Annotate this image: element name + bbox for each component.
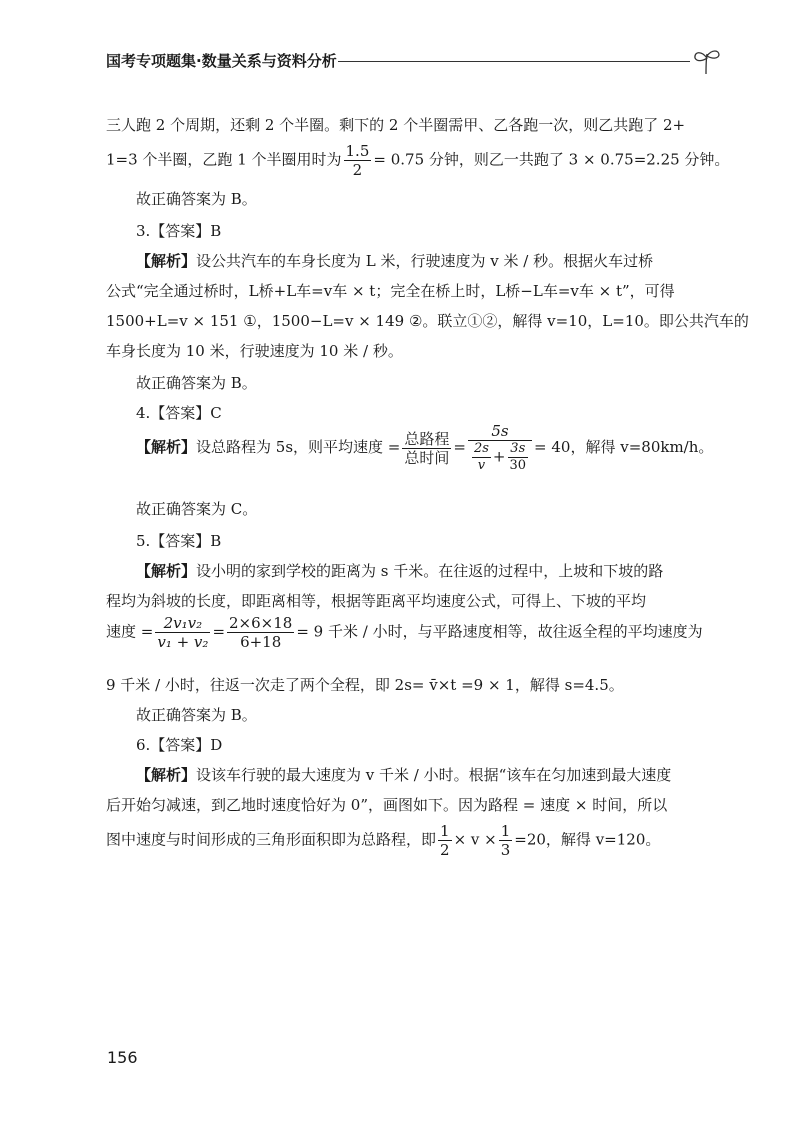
- q5-line-2: 程均为斜坡的长度，即距离相等，根据等距离平均速度公式，可得上、下坡的平均: [106, 592, 647, 610]
- q3-line-2: 公式“完全通过桥时，L桥+L车=v车 × t；完全在桥上时，L桥−L车=v车 × t”，可得: [106, 282, 675, 300]
- q3-line-3: 1500+L=v × 151 ①，1500−L=v × 149 ②。联立①②，解得 v=10，L=10。即公共汽车的: [106, 312, 749, 330]
- q6-line-3-mid: × v ×: [453, 830, 497, 849]
- q4-text-post: = 40，解得 v=80km/h。: [534, 438, 714, 456]
- q5-f1-den: v₁ + v₂: [157, 633, 209, 651]
- q5-analysis-label: 【解析】: [136, 562, 197, 580]
- q6-answer: 6.【答案】D: [136, 736, 223, 754]
- q6-f2-num: 1: [500, 822, 511, 840]
- q2-fraction: [344, 142, 372, 179]
- q2-frac-den: 2: [352, 161, 363, 179]
- q2-line-2-text-a: 1=3 个半圈，乙跑 1 个半圈用时为: [106, 150, 342, 169]
- q6-fraction-1: [438, 822, 452, 859]
- q6-line-3-pre: 图中速度与时间形成的三角形面积即为总路程，即: [106, 830, 437, 849]
- q2-frac-num: 1.5: [345, 142, 370, 160]
- q5-fraction-1: [155, 614, 210, 651]
- q4-text-pre: 设总路程为 5s，则平均速度 =: [196, 438, 401, 456]
- q2-conclusion: 故正确答案为 B。: [136, 190, 257, 208]
- q5-line-3-post: = 9 千米 / 小时，与平路速度相等，故往返全程的平均速度为: [296, 622, 703, 641]
- q5-f2-num: 2×6×18: [229, 614, 293, 632]
- q5-line-1-text: 设小明的家到学校的距离为 s 千米。在往返的过程中，上坡和下坡的路: [196, 562, 664, 580]
- q2-line-2: [106, 142, 729, 179]
- q6-line-3: [106, 822, 660, 859]
- q4-fraction-2: [468, 422, 532, 474]
- q4-f1-num: 总路程: [404, 429, 450, 448]
- q4-conclusion: 故正确答案为 C。: [136, 500, 258, 518]
- q4-fraction-4: [508, 441, 529, 474]
- q4-f2-num: 5s: [468, 422, 532, 441]
- page-number: 156: [107, 1048, 138, 1067]
- q6-f1-num: 1: [440, 822, 450, 840]
- q6-line-2: 后开始匀减速，到乙地时速度恰好为 0”，画图如下。因为路程 = 速度 × 时间，所以: [106, 796, 668, 814]
- book-title: 国考专项题集·数量关系与资料分析: [106, 52, 337, 70]
- q6-analysis-label: 【解析】: [136, 766, 197, 784]
- q3-line-1-text: 设公共汽车的车身长度为 L 米，行驶速度为 v 米 / 秒。根据火车过桥: [196, 252, 654, 270]
- q4-f3-den: v: [477, 458, 486, 473]
- q4-f2-den: [468, 441, 532, 474]
- q6-line-1-text: 设该车行驶的最大速度为 v 千米 / 小时。根据“该车在匀加速到最大速度: [196, 766, 672, 784]
- q4-formula-line: [136, 422, 713, 474]
- q4-f4-num: 3s: [508, 441, 529, 458]
- q4-eq: =: [453, 438, 466, 456]
- q5-f2-den: 6+18: [240, 633, 282, 651]
- q2-line-2-text-b: = 0.75 分钟，则乙一共跑了 3 × 0.75=2.25 分钟。: [373, 150, 730, 169]
- q4-f1-den: 总时间: [404, 448, 450, 467]
- q2-line-1: 三人跑 2 个周期，还剩 2 个半圈。剩下的 2 个半圈需甲、乙各跑一次，则乙共跑了 2+: [106, 116, 686, 134]
- q5-line-3-pre: 速度 =: [106, 622, 154, 641]
- q6-f1-den: 2: [440, 841, 450, 859]
- q6-f2-den: 3: [500, 841, 511, 859]
- q5-fraction-2: [227, 614, 294, 651]
- q5-conclusion: 故正确答案为 B。: [136, 706, 257, 724]
- q5-answer: 5.【答案】B: [136, 532, 222, 550]
- q6-fraction-2: [499, 822, 513, 859]
- sprout-leaf-icon: [692, 46, 722, 76]
- running-header: [106, 46, 716, 76]
- q6-line-3-post: =20，解得 v=120。: [514, 830, 661, 849]
- q4-f4-den: 30: [509, 458, 527, 473]
- q3-line-4: 车身长度为 10 米，行驶速度为 10 米 / 秒。: [106, 342, 403, 360]
- q4-f3-num: 2s: [473, 441, 489, 456]
- q5-f1-num: 2v₁v₂: [155, 614, 210, 633]
- q3-analysis-label: 【解析】: [136, 252, 197, 270]
- q5-line-1: [136, 560, 663, 582]
- q4-answer: 4.【答案】C: [136, 404, 222, 422]
- q5-line-3: 速度 = $\frac{\text{2v₁v₂}}{\text{v₁ + v₂}}$ = $\frac{2\times 6\times 18}{6+18}$ = 9 千米 / 小时，与平路速度相等，故往返全程的平均速度为: [106, 614, 703, 651]
- q4-plus: +: [492, 447, 506, 466]
- q4-fraction-1: [402, 430, 451, 467]
- q3-line-1: [136, 250, 653, 272]
- q5-line-4: 9 千米 / 小时，往返一次走了两个全程，即 2s= v̄×t =9 × 1，解得 s=4.5。: [106, 676, 624, 694]
- q3-conclusion: 故正确答案为 B。: [136, 374, 257, 392]
- q3-answer: 3.【答案】B: [136, 222, 222, 240]
- q6-line-1: [136, 764, 671, 786]
- header-rule: [338, 61, 690, 62]
- q4-fraction-3: [472, 441, 491, 474]
- q4-analysis-label: 【解析】: [136, 438, 197, 456]
